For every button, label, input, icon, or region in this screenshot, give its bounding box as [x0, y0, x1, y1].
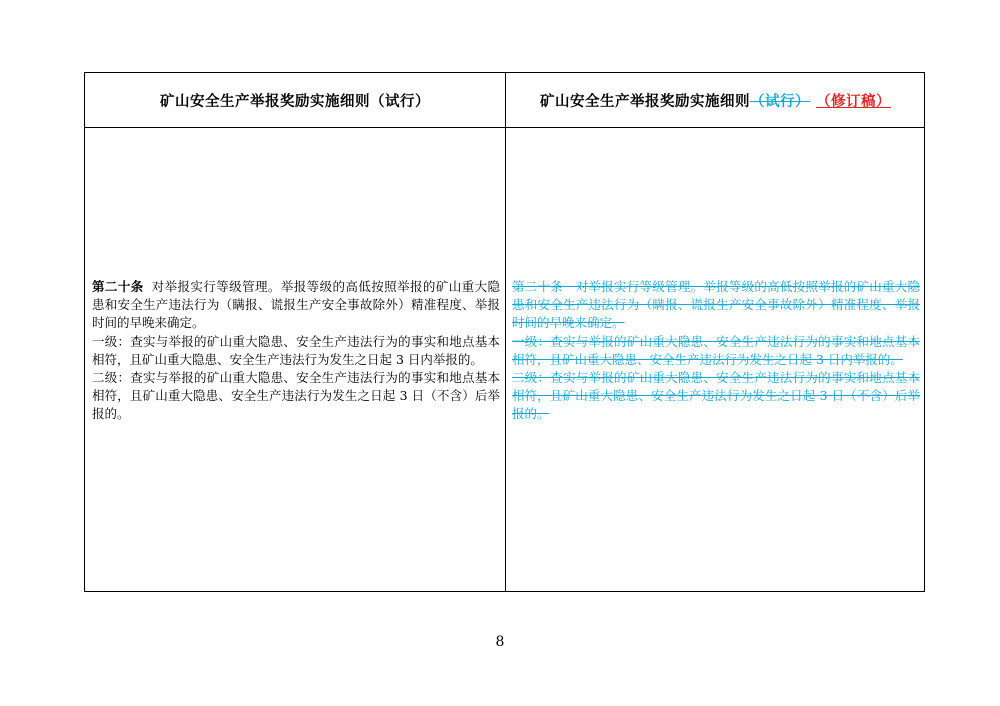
deleted-level-two-paragraph: 二级：查实与举报的矿山重大隐患、安全生产违法行为的事实和地点基本相符，且矿山重大隐患、安全生产违法行为发生之日起 3 日（不含）后举报的。 — [512, 370, 920, 422]
original-rules-title — [85, 73, 505, 128]
comparison-table — [84, 72, 925, 592]
original-article-cell — [92, 278, 500, 424]
level-two-paragraph: 二级：查实与举报的矿山重大隐患、安全生产违法行为的事实和地点基本相符，且矿山重大隐患、安全生产违法行为发生之日起 3 日（不含）后举报的。 — [92, 370, 500, 422]
article-number: 第二十条 — [92, 279, 144, 294]
revised-rules-title — [506, 73, 925, 128]
revised-title-text: 矿山安全生产举报奖励实施细则 — [540, 94, 750, 110]
deleted-article-paragraph: 第二十条 对举报实行等级管理。举报等级的高低按照举报的矿山重大隐患和安全生产违法行为（瞒报、谎报生产安全事故除外）精准程度、举报时间的早晚来确定。 — [512, 279, 920, 331]
column-divider — [505, 73, 506, 591]
page-number: 8 — [495, 634, 505, 650]
level-one-paragraph: 一级：查实与举报的矿山重大隐患、安全生产违法行为的事实和地点基本相符，且矿山重大隐患、安全生产违法行为发生之日起 3 日内举报的。 — [92, 333, 500, 367]
original-title-text: 矿山安全生产举报奖励实施细则（试行） — [160, 94, 430, 110]
article-body: 对举报实行等级管理。举报等级的高低按照举报的矿山重大隐患和安全生产违法行为（瞒报、谎报生产安全事故除外）精准程度、举报时间的早晚来确定。 — [92, 279, 500, 331]
inserted-revision-marker: （修订稿） — [816, 94, 891, 110]
deleted-trial-marker: （试行） — [750, 94, 810, 110]
revised-article-cell — [512, 278, 920, 424]
article-paragraph — [92, 278, 500, 333]
deleted-level-one-paragraph: 一级：查实与举报的矿山重大隐患、安全生产违法行为的事实和地点基本相符，且矿山重大隐患、安全生产违法行为发生之日起 3 日内举报的。 — [512, 333, 920, 367]
